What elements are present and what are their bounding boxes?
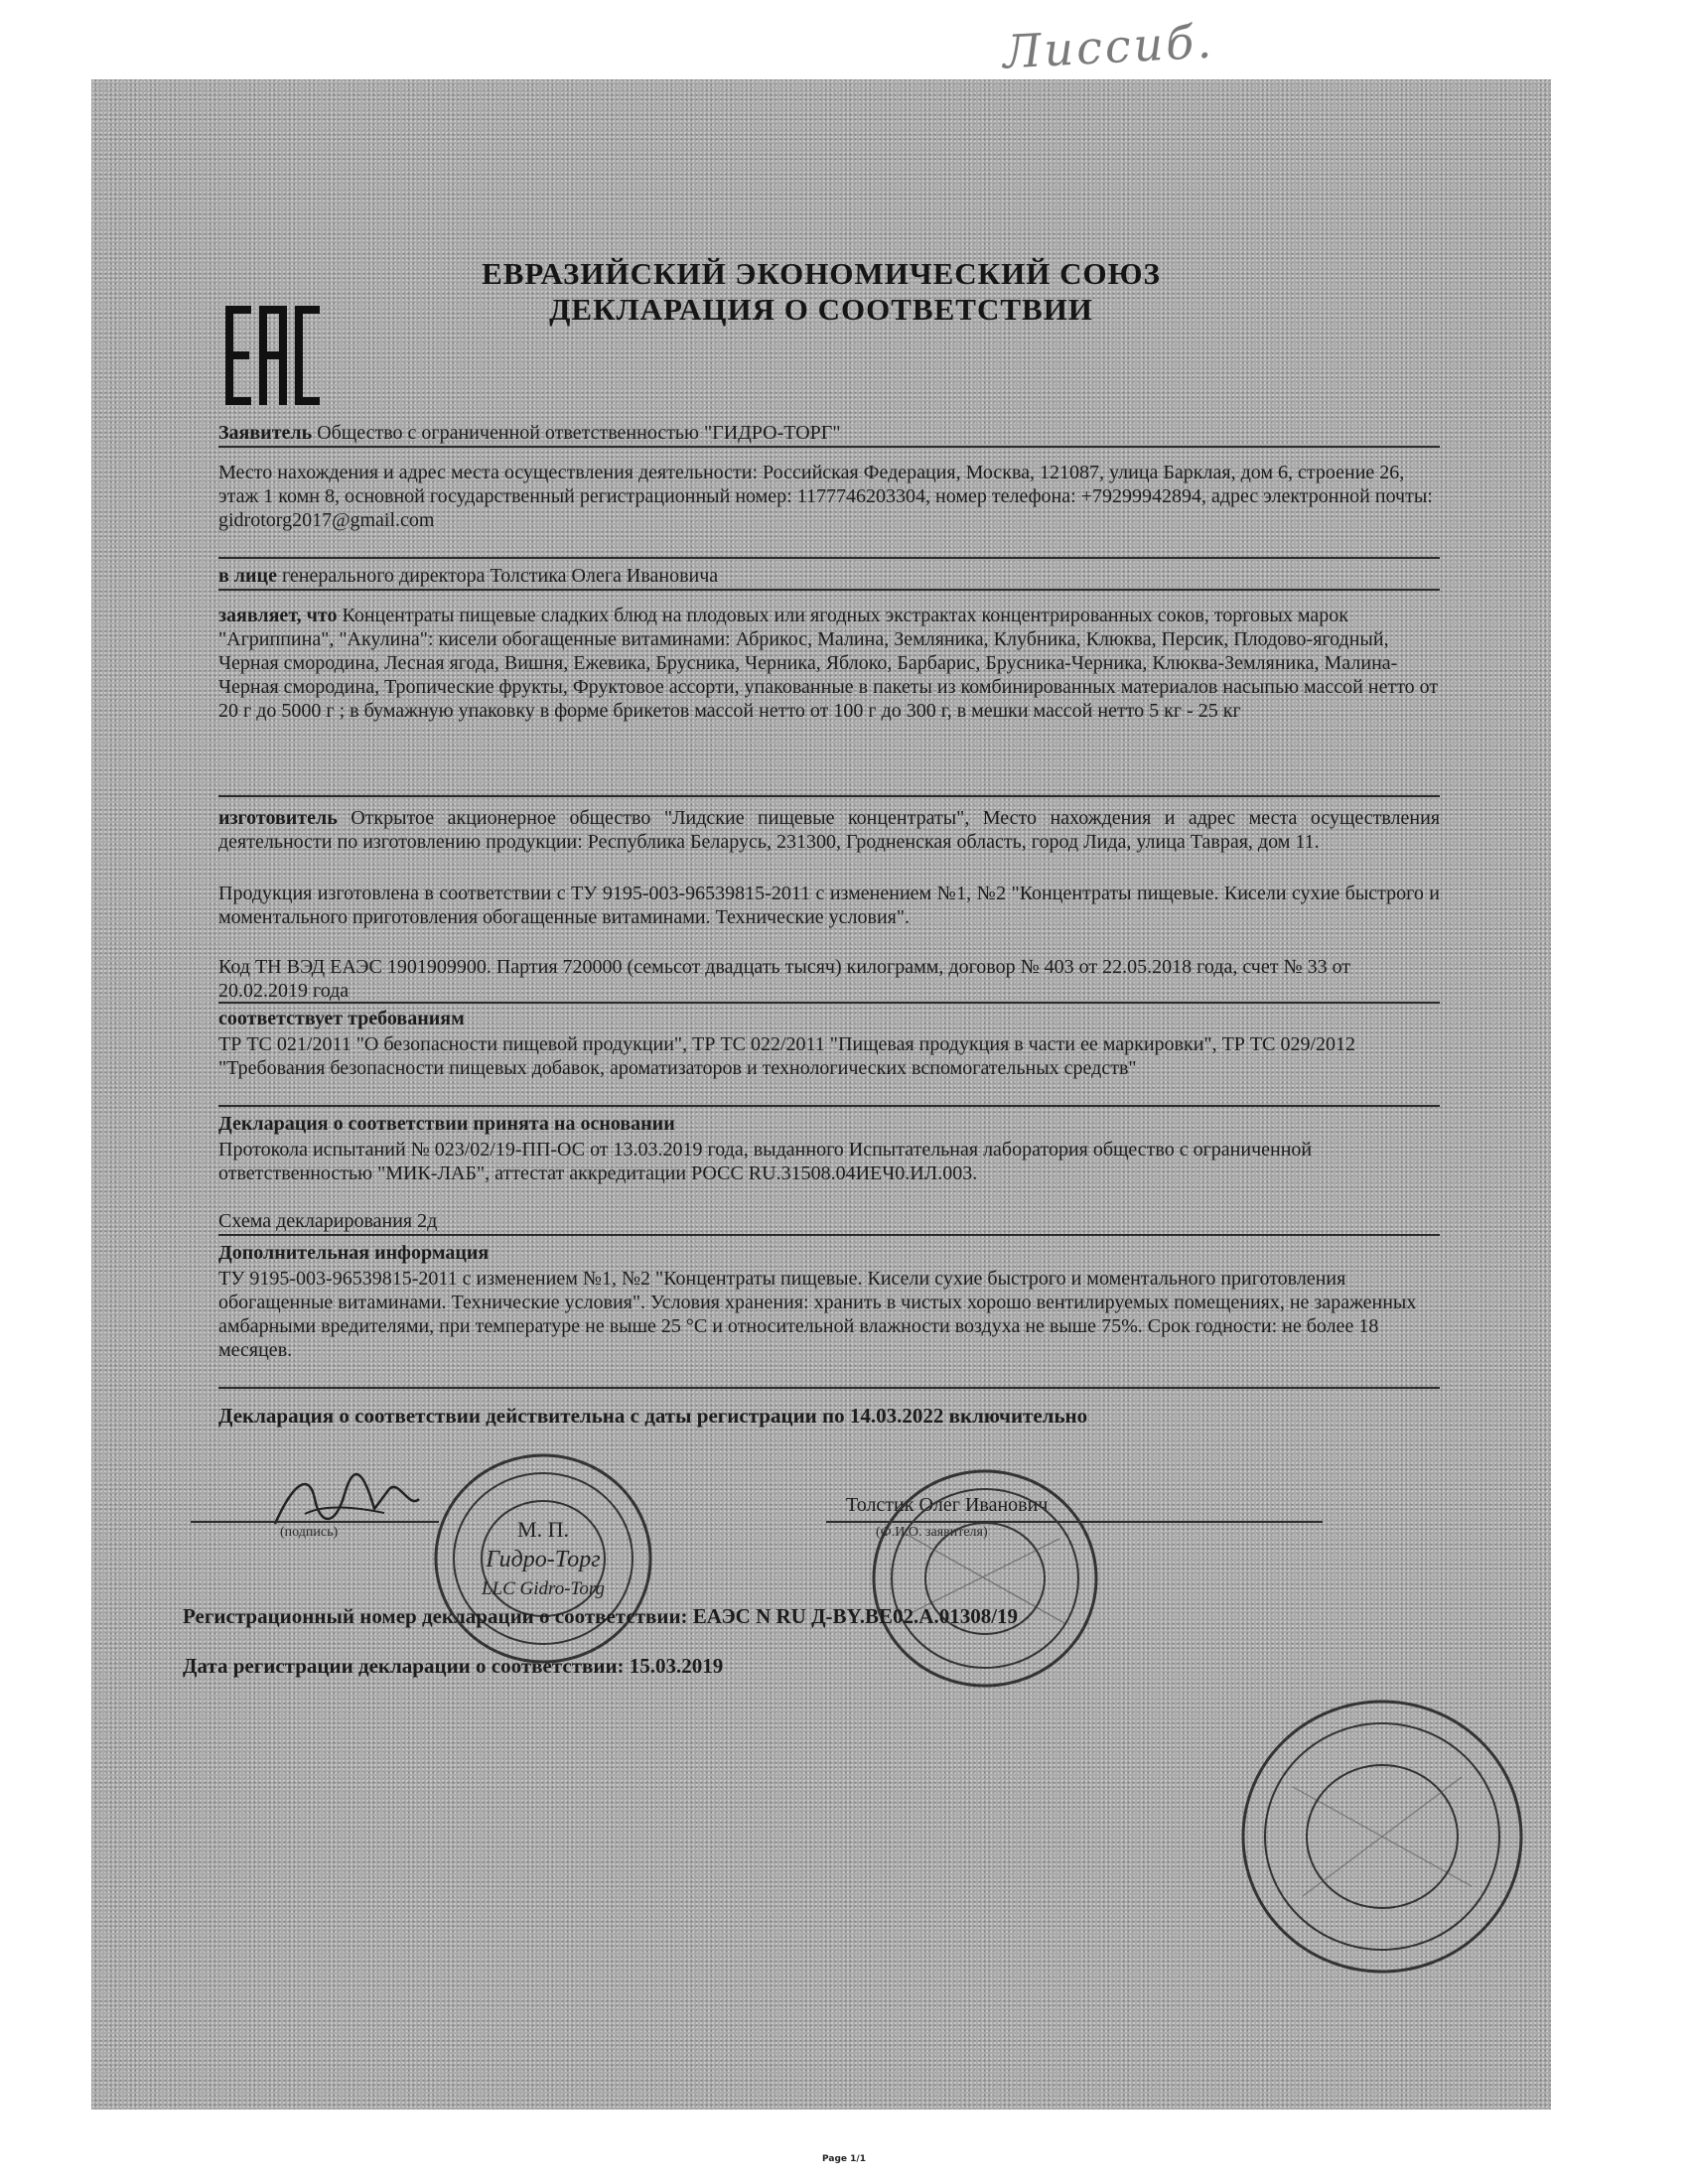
authority-stamp [866, 1464, 1104, 1693]
signature-caption: (подпись) [280, 1525, 339, 1540]
address-field: Место нахождения и адрес места осуществления деятельности: Российская Федерация, Москва, 121087, улица Барклая, дом 6, строение 26, этаж 1 комн 8, основной государственный регистрационный номер: 1177746203304, номер телефона: +79299942894, адрес электронной почты: gidrotorg2017@gmail.com [218, 461, 1440, 559]
signer-name: Толстик Олег Иванович [846, 1494, 1049, 1516]
basis-label [218, 1112, 1440, 1136]
applicant-field [218, 421, 1440, 448]
basis-scheme: Схема декларирования 2д [218, 1209, 1440, 1236]
validity-text: Декларация о соответствии действительна с даты регистрации по 14.03.2022 включительно [218, 1404, 1088, 1428]
additional-value: ТУ 9195-003-96539815-2011 с изменением №1, №2 "Концентраты пищевые. Кисели сухие быстрого и моментального приготовления обогащенные витаминами. Технические условия". Условия хранения: хранить в чистых хорошо вентилируемых помещениях, не зараженных амбарными вредителями, при температуре не выше 25 °С и относительной влажности воздуха не выше 75%. Срок годности: не более 18 месяцев. [218, 1267, 1440, 1389]
company-stamp [429, 1449, 657, 1668]
registration-date: Дата регистрации декларации о соответствии: 15.03.2019 [183, 1654, 724, 1678]
basis-label-text: Декларация о соответствии принята на основании [218, 1113, 675, 1135]
person-label: в лице [218, 565, 277, 587]
person-field [218, 564, 1440, 591]
registration-number: Регистрационный номер декларации о соответствии: ЕАЭС N RU Д-BY.BE02.A.01308/19 [183, 1604, 1019, 1628]
additional-label-text: Дополнительная информация [218, 1242, 490, 1264]
manufacturer-value: Открытое акционерное общество "Лидские пищевые концентраты", Место нахождения и адрес места осуществления деятельности по изготовлению продукции: Республика Беларусь, 231300, Гродненская область, город Лида, улица Таврая, дом 11. [218, 807, 1441, 853]
stamp-company-en: LLC Gidro-Torg [481, 1578, 606, 1599]
eac-logo [225, 306, 320, 405]
page-number: Page 1/1 [822, 2154, 866, 2164]
handwritten-note: Лиссиб. [1001, 14, 1216, 79]
manufacturer-block [218, 806, 1440, 854]
basis-value: Протокола испытаний № 023/02/19-ПП-ОС от 13.03.2019 года, выданного Испытательная лаборатория общество с ограниченной ответственностью "МИК-ЛАБ", аттестат аккредитации РОСС RU.31508.04ИЕЧ0.ИЛ.003. [218, 1139, 1313, 1184]
code-text: Код ТН ВЭД ЕАЭС 1901909900. Партия 720000 (семьсот двадцать тысяч) килограмм, договор № 403 от 22.05.2018 года, счет № 33 от 20.02.2019 года [218, 955, 1440, 1004]
additional-label [218, 1241, 1440, 1265]
conforms-label-text: соответствует требованиям [218, 1008, 465, 1029]
applicant-value: Общество с ограниченной ответственностью "ГИДРО-ТОРГ" [317, 422, 841, 444]
header-declaration-title: ДЕКЛАРАЦИЯ О СООТВЕТСТВИИ [549, 292, 1093, 327]
scanned-document [91, 79, 1551, 2110]
product-made-text: Продукция изготовлена в соответствии с ТУ 9195-003-96539815-2011 с изменением №1, №2 "Концентраты пищевые. Кисели сухие быстрого и моментального приготовления обогащенные витаминами. Технические условия". [218, 883, 1440, 928]
manufacturer-label: изготовитель [218, 807, 338, 829]
stamp-mp-text: М. П. [517, 1517, 569, 1542]
name-caption: (Ф.И.О. заявителя) [876, 1525, 988, 1540]
registry-stamp [1233, 1688, 1531, 1985]
declares-value: Концентраты пищевые сладких блюд на плодовых или ягодных экстрактах концентрированных соков, торговых марок "Агриппина", "Акулина": кисели обогащенные витаминами: Абрикос, Малина, Земляника, Клубника, Клюква, Персик, Плодово-ягодный, Черная смородина, Лесная ягода, Вишня, Ежевика, Брусника, Черника, Яблоко, Барбарис, Брусника-Черника, Клюква-Земляника, Малина- Черная смородина, Тропические фрукты, Фруктовое ассорти, упакованные в пакеты из комбинированных материалов насыпью массой нетто от 20 г до 5000 г ; в бумажную упаковку в форме брикетов массой нетто от 100 г до 300 г, в мешки массой нетто 5 кг - 25 кг [218, 605, 1439, 722]
conforms-value: ТР ТС 021/2011 "О безопасности пищевой продукции", ТР ТС 022/2011 "Пищевая продукция в части ее маркировки", ТР ТС 029/2012 "Требования безопасности пищевых добавок, ароматизаторов и технологических вспомогательных средств" [218, 1032, 1440, 1107]
applicant-label: Заявитель [218, 422, 313, 444]
declares-field [218, 604, 1440, 797]
conforms-label [218, 1007, 1440, 1030]
declares-label: заявляет, что [218, 605, 338, 626]
signature-line [191, 1521, 439, 1523]
stamp-company-ru: Гидро-Торг [486, 1547, 601, 1572]
header-union-title: ЕВРАЗИЙСКИЙ ЭКОНОМИЧЕСКИЙ СОЮЗ [482, 256, 1161, 291]
person-value: генерального директора Толстика Олега Ивановича [281, 565, 719, 587]
